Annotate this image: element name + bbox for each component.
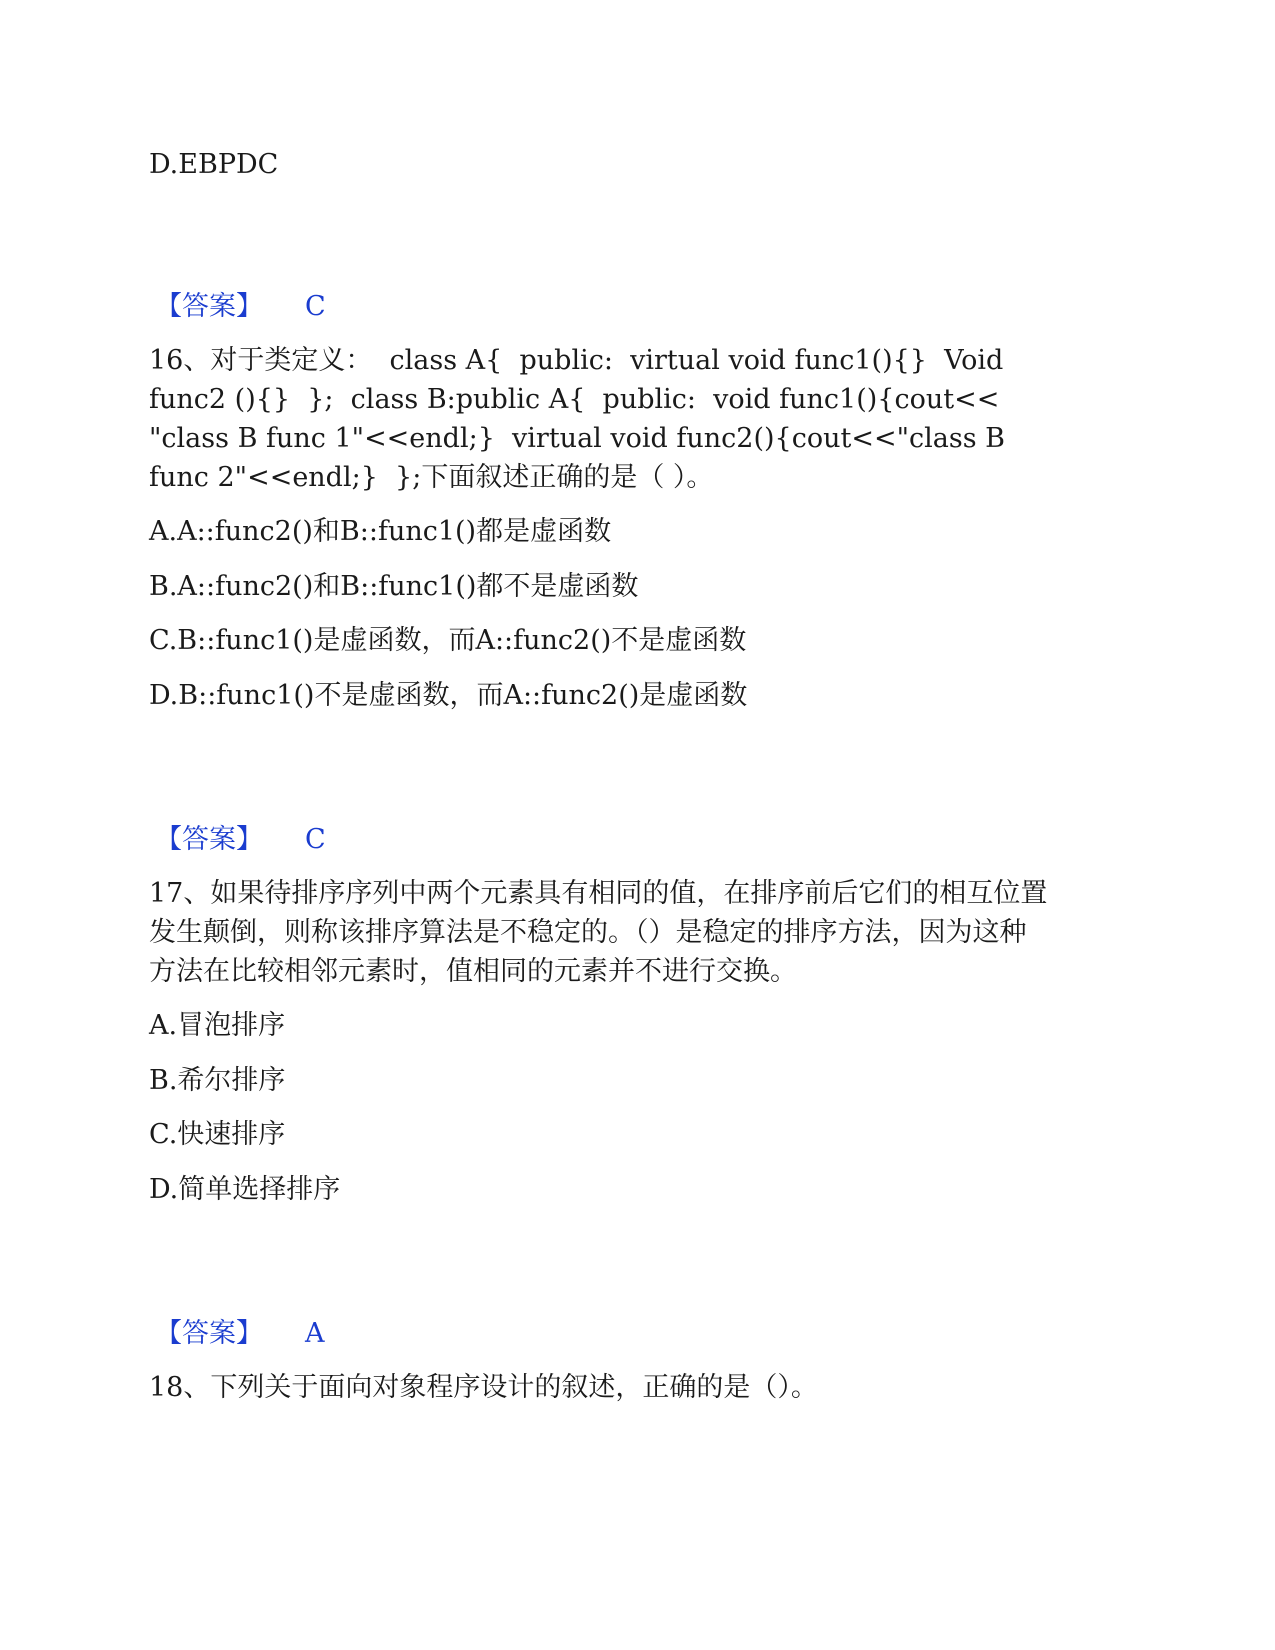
- question-17-option-d: D.简单选择排序: [149, 1174, 341, 1205]
- question-16-option-a: A.A::func2()和B::func1()都是虚函数: [149, 516, 612, 547]
- answer-value: A: [305, 1318, 325, 1349]
- answer-block-16: [155, 820, 326, 860]
- question-17-line-3: 方法在比较相邻元素时，值相同的元素并不进行交换。: [149, 956, 797, 987]
- question-16-line-1: 16、对于类定义： class A{ public: virtual void func1(){} Void: [149, 345, 1004, 376]
- option-d-previous: D.EBPDC: [149, 149, 279, 180]
- question-16-line-4: func 2"<<endl;} };下面叙述正确的是（ ）。: [149, 462, 714, 493]
- question-17-line-1: 17、如果待排序序列中两个元素具有相同的值，在排序前后它们的相互位置: [149, 878, 1048, 909]
- answer-value: C: [305, 291, 326, 322]
- answer-label: 【答案】: [155, 1318, 263, 1349]
- question-17-option-c: C.快速排序: [149, 1119, 286, 1150]
- question-16-option-d: D.B::func1()不是虚函数，而A::func2()是虚函数: [149, 680, 748, 711]
- answer-block-17: [155, 1314, 325, 1354]
- question-17-line-2: 发生颠倒，则称该排序算法是不稳定的。（）是稳定的排序方法，因为这种: [149, 917, 1027, 948]
- question-17-option-a: A.冒泡排序: [149, 1010, 286, 1041]
- answer-label: 【答案】: [155, 824, 263, 855]
- question-16-line-3: "class B func 1"<<endl;} virtual void func2(){cout<<"class B: [149, 423, 1005, 454]
- question-16-option-b: B.A::func2()和B::func1()都不是虚函数: [149, 571, 639, 602]
- question-16-line-2: func2 (){} }; class B:public A{ public: void func1(){cout<<: [149, 384, 1000, 415]
- answer-label: 【答案】: [155, 291, 263, 322]
- answer-block-15: [155, 287, 326, 327]
- answer-value: C: [305, 824, 326, 855]
- question-18-line-1: 18、下列关于面向对象程序设计的叙述，正确的是（）。: [149, 1372, 818, 1403]
- question-17-option-b: B.希尔排序: [149, 1065, 286, 1096]
- question-16-option-c: C.B::func1()是虚函数，而A::func2()不是虚函数: [149, 625, 747, 656]
